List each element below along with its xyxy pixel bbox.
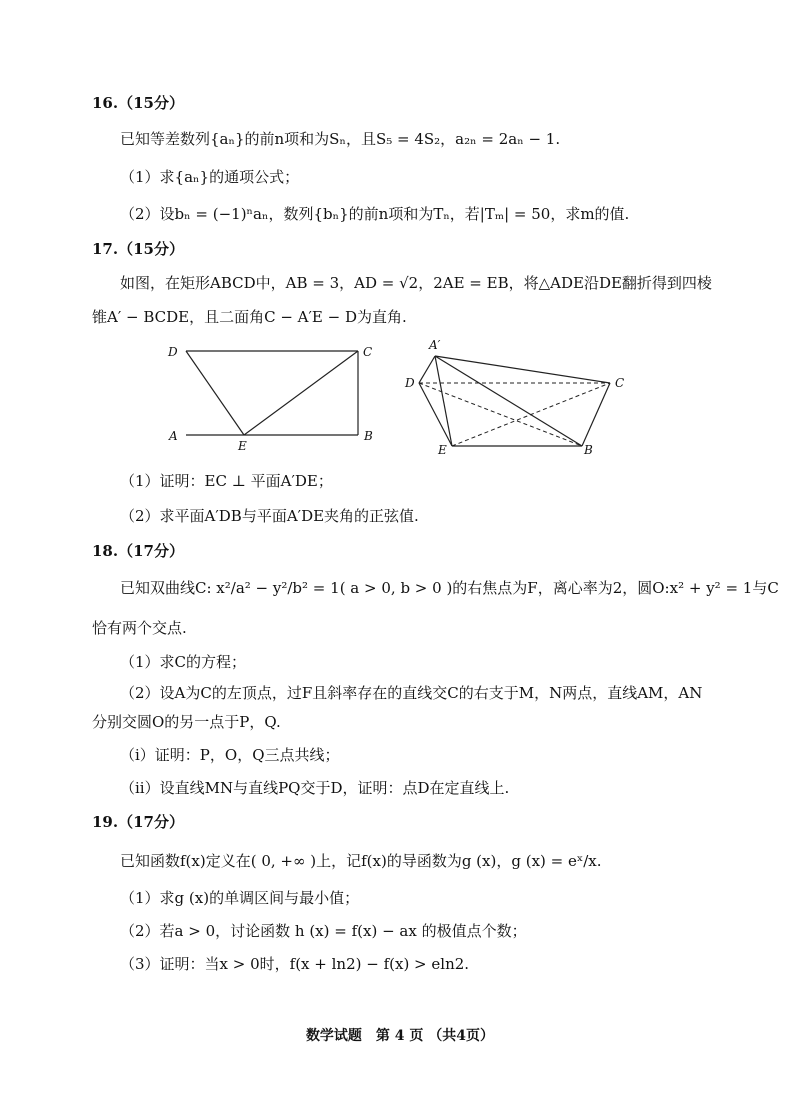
q19-part-2: （2）若a > 0，讨论函数 h (x) = f(x) − ax 的极值点个数；	[120, 922, 527, 940]
label-c: C	[615, 376, 625, 390]
q18-header: 18.（17分）	[92, 542, 184, 560]
label-a: A	[169, 429, 178, 443]
label-d: D	[405, 376, 415, 390]
edge-d-e	[419, 383, 452, 446]
q17-stem-line2: 锥A′ − BCDE，且二面角C − A′E − D为直角.	[92, 308, 407, 326]
q17-part-2: （2）求平面A′DB与平面A′DE夹角的正弦值.	[120, 507, 419, 525]
q18-part-1: （1）求C的方程；	[120, 653, 247, 671]
label-a-prime: A′	[429, 338, 441, 352]
edge-a1-d	[419, 356, 435, 383]
q16-part-2: （2）设bₙ = (−1)ⁿaₙ，数列{bₙ}的前n项和为Tₙ，若|Tₘ| = 50，求m的值.	[120, 205, 630, 223]
q17-part-1: （1）证明：EC ⊥ 平面A′DE；	[120, 472, 333, 490]
edge-a1-e	[435, 356, 452, 446]
edge-a1-c	[435, 356, 610, 383]
page-footer: 数学试题 第 4 页 （共4页）	[305, 1028, 495, 1044]
edge-a1-b	[435, 356, 582, 446]
label-e: E	[438, 443, 447, 457]
label-b: B	[364, 429, 373, 443]
q19-part-1: （1）求g (x)的单调区间与最小值；	[120, 889, 360, 907]
edge-b-c	[582, 383, 610, 446]
label-b: B	[584, 443, 593, 457]
q19-part-3: （3）证明：当x > 0时，f(x + ln2) − f(x) > eln2.	[120, 955, 470, 973]
q18-stem-line1: 已知双曲线C: x²/a² − y²/b² = 1( a > 0, b > 0 )的右焦点为F，离心率为2，圆O:x² + y² = 1与C	[120, 579, 779, 597]
q18-part-2-ii: （ii）设直线MN与直线PQ交于D，证明：点D在定直线上.	[120, 779, 510, 797]
q17-stem-line1: 如图，在矩形ABCD中，AB = 3，AD = √2，2AE = EB，将△ADE沿DE翻折得到四棱	[120, 274, 712, 292]
edge-ec	[244, 351, 358, 435]
q18-stem-line2: 恰有两个交点.	[92, 619, 187, 637]
q16-part-1: （1）求{aₙ}的通项公式；	[120, 168, 300, 186]
q18-part-2: （2）设A为C的左顶点，过F且斜率存在的直线交C的右支于M，N两点，直线AM，AN	[120, 684, 703, 702]
q17-header: 17.（15分）	[92, 240, 184, 258]
q16-stem: 已知等差数列{aₙ}的前n项和为Sₙ，且S₅ = 4S₂，a₂ₙ = 2aₙ − 1.	[120, 130, 561, 148]
label-d: D	[168, 345, 178, 359]
figure-rectangle-abcd	[160, 340, 390, 452]
edge-de	[186, 351, 244, 435]
q19-stem: 已知函数f(x)定义在( 0, +∞ )上，记f(x)的导函数为g (x)，g (x) = eˣ/x.	[120, 852, 602, 870]
label-c: C	[363, 345, 373, 359]
q18-part-2-i: （i）证明：P，O，Q三点共线；	[120, 746, 340, 764]
label-e: E	[238, 439, 247, 453]
q19-header: 19.（17分）	[92, 813, 184, 831]
figure-pyramid	[402, 338, 642, 458]
hidden-edge-d-b	[419, 383, 582, 446]
q16-header: 16.（15分）	[92, 94, 184, 112]
q18-part-2-cont: 分别交圆O的另一点于P，Q.	[92, 713, 281, 731]
